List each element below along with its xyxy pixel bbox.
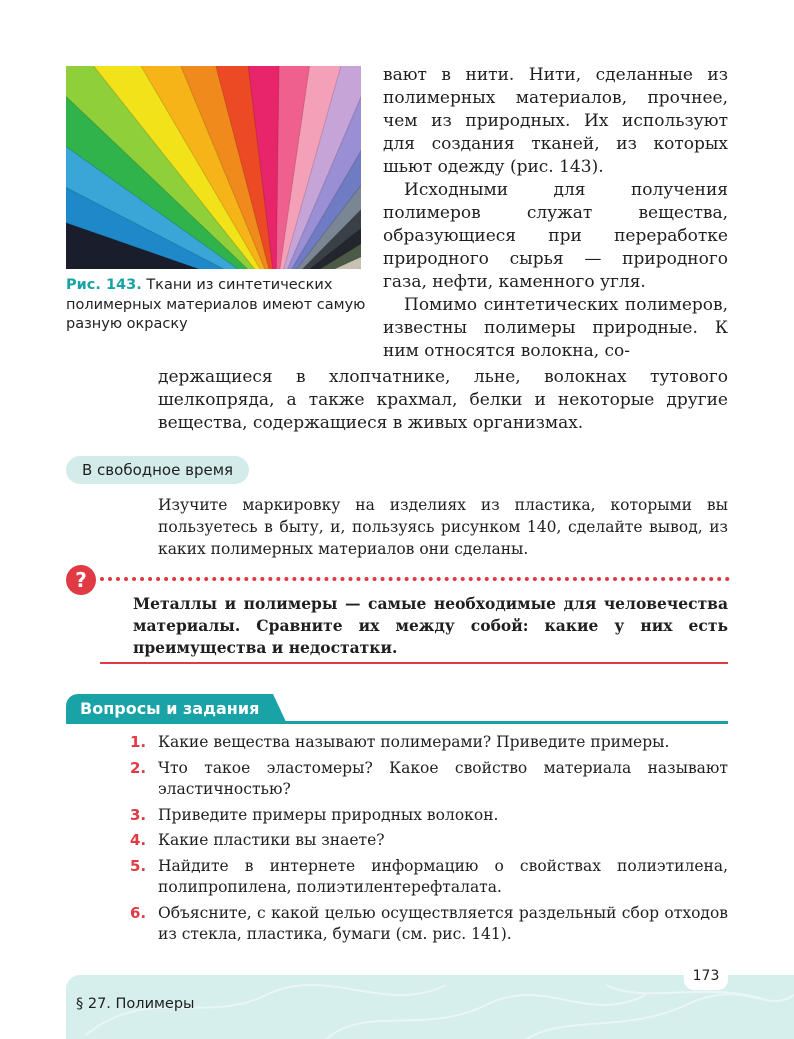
question-number: 5.	[130, 856, 147, 875]
free-time-text	[158, 494, 728, 560]
question-number: 1.	[130, 733, 147, 751]
question-text: Что такое эластомеры? Какое свойство материала называют эластичностью?	[158, 758, 728, 798]
question-block-text: Металлы и полимеры — самые необходимые для человечества материалы. Сравните их между собой: какие у них есть преимущества и недостатки.	[133, 594, 728, 657]
paragraph-3-end: держащиеся в хлопчатнике, льне, волокнах тутового шелкопряда, а также крахмал, белки и некоторые другие вещества, содержащиеся в живых организмах.	[158, 367, 728, 433]
question-text: Какие пластики вы знаете?	[158, 831, 385, 849]
figure-label: Рис. 143.	[66, 277, 142, 293]
question-text: Какие вещества называют полимерами? Приведите примеры.	[158, 733, 670, 751]
fabric-photo	[66, 66, 361, 269]
question-item-3	[130, 805, 728, 827]
question-text: Найдите в интернете информацию о свойствах полиэтилена, полипропилена, полиэтилентерефталата.	[158, 856, 728, 896]
figure-caption	[66, 276, 366, 335]
figure-caption-text: Ткани из синтетических полимерных материалов имеют самую разную окраску	[66, 277, 366, 332]
body-text-full	[158, 366, 728, 435]
questions-header-rule	[66, 721, 728, 724]
paragraph-2: Исходными для получения полимеров служат вещества, образующиеся при переработке природного сырья — природного газа, нефти, каменного угля.	[383, 180, 728, 292]
free-time-paragraph: Изучите маркировку на изделиях из пластика, которыми вы пользуетесь в быту, и, пользуясь рисунком 140, сделайте вывод, из каких полимерных материалов они сделаны.	[158, 496, 728, 558]
free-time-tag: В свободное время	[66, 456, 249, 484]
question-item-5	[130, 856, 728, 899]
question-number: 3.	[130, 805, 147, 824]
question-text: Приведите примеры природных волокон.	[158, 805, 499, 824]
question-number: 2.	[130, 758, 147, 777]
fabric-illustration	[66, 66, 361, 269]
paragraph-3-start: Помимо синтетических полимеров, известны полимеры природные. К ним относятся волокна, со-	[383, 295, 728, 361]
question-block	[133, 593, 728, 659]
question-item-2	[130, 758, 728, 801]
question-item-6	[130, 903, 728, 946]
page-number: 173	[684, 962, 728, 990]
question-icon: ?	[66, 565, 96, 595]
body-text-right	[383, 64, 728, 363]
questions-list	[130, 732, 728, 950]
question-item-1	[130, 732, 728, 754]
questions-header: Вопросы и задания	[66, 694, 273, 724]
section-title: § 27. Полимеры	[76, 996, 195, 1012]
question-number: 6.	[130, 903, 147, 922]
question-number: 4.	[130, 831, 147, 849]
question-item-4	[130, 830, 728, 852]
paragraph-1: вают в нити. Нити, сделанные из полимерных материалов, прочнее, чем из природных. Их используют для создания тканей, из которых шьют одежду (рис. 143).	[383, 65, 728, 177]
question-text: Объясните, с какой целью осуществляется раздельный сбор отходов из стекла, пластика, бумаги (см. рис. 141).	[158, 903, 728, 943]
dotted-divider	[100, 577, 730, 581]
question-block-underline	[100, 662, 728, 664]
